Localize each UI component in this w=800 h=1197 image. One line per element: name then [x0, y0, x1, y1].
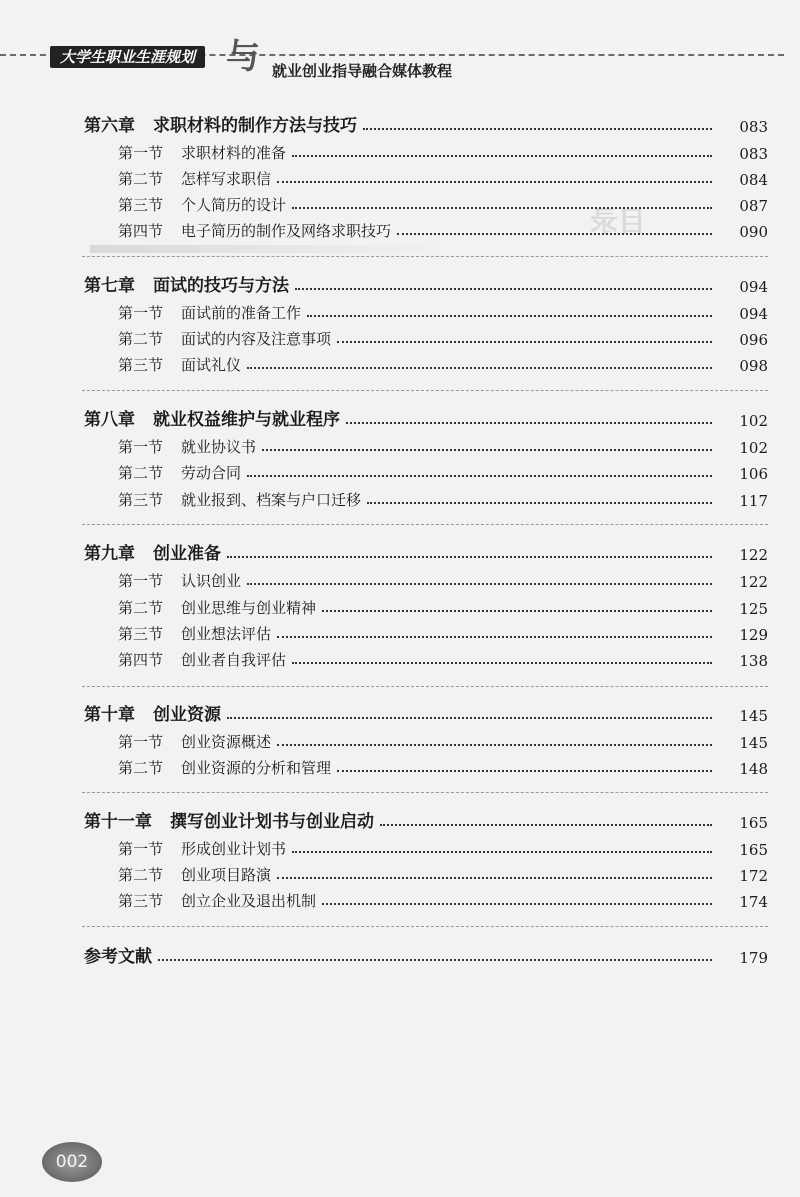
toc-chapter-row[interactable] — [84, 110, 768, 136]
toc-chapter-row[interactable] — [84, 941, 768, 967]
toc-label: 第七章 — [84, 276, 135, 296]
leader-dots — [292, 207, 712, 209]
leader-dots — [295, 288, 712, 290]
leader-dots — [277, 181, 712, 183]
toc-section-row[interactable] — [118, 885, 768, 911]
toc-page-number: 117 — [739, 492, 768, 510]
leader-dots — [247, 475, 712, 477]
toc-section-row[interactable] — [118, 457, 768, 483]
toc-label: 第一节 — [118, 304, 164, 322]
toc-chapter-row[interactable] — [84, 404, 768, 430]
toc-section-row[interactable] — [118, 618, 768, 644]
toc-page-number: 125 — [739, 600, 768, 618]
toc-label: 第二节 — [118, 330, 164, 348]
leader-dots — [158, 959, 712, 961]
toc-section-row[interactable] — [118, 297, 768, 323]
toc-label: 第二节 — [118, 170, 164, 188]
toc-page-number: 102 — [739, 412, 768, 430]
toc-title: 创业资源 — [153, 705, 221, 725]
toc-title: 求职材料的制作方法与技巧 — [153, 116, 357, 136]
toc-label: 第二节 — [118, 599, 164, 617]
toc-title: 创业资源概述 — [181, 733, 272, 751]
toc-label: 第三节 — [118, 625, 164, 643]
toc-label: 第三节 — [118, 491, 164, 509]
toc-section-row[interactable] — [118, 323, 768, 349]
toc-title: 电子简历的制作及网络求职技巧 — [181, 222, 392, 240]
toc-label: 第二节 — [118, 464, 164, 482]
toc-title: 形成创业计划书 — [181, 840, 287, 858]
toc-chapter-row[interactable] — [84, 270, 768, 296]
toc-page-number: 098 — [739, 357, 768, 375]
toc-page-number: 083 — [739, 145, 768, 163]
leader-dots — [337, 341, 712, 343]
toc-title: 创业准备 — [153, 544, 221, 564]
toc-label: 第十一章 — [84, 812, 152, 832]
toc-label: 第二节 — [118, 866, 164, 884]
toc-section-row[interactable] — [118, 859, 768, 885]
toc-title: 认识创业 — [181, 572, 242, 590]
toc-page-number: 165 — [739, 841, 768, 859]
toc-chapter-row[interactable] — [84, 538, 768, 564]
toc-page-number: 087 — [739, 197, 768, 215]
toc-label: 第九章 — [84, 544, 135, 564]
chapter-separator — [82, 926, 768, 927]
toc-chapter-row[interactable] — [84, 806, 768, 832]
leader-dots — [307, 315, 712, 317]
toc-title: 面试前的准备工作 — [181, 304, 302, 322]
leader-dots — [337, 770, 712, 772]
toc-page-number: 096 — [739, 331, 768, 349]
leader-dots — [380, 824, 712, 826]
leader-dots — [346, 422, 712, 424]
book-title: 就业创业指导融合媒体教程 — [272, 62, 453, 80]
toc-section-row[interactable] — [118, 752, 768, 778]
toc-label: 第一节 — [118, 438, 164, 456]
toc-page-number: 145 — [739, 707, 768, 725]
toc-title: 创业者自我评估 — [181, 651, 287, 669]
toc-label: 第一节 — [118, 144, 164, 162]
toc-page-number: 084 — [739, 171, 768, 189]
chapter-separator — [82, 524, 768, 525]
toc-label: 第一节 — [118, 733, 164, 751]
toc-title: 劳动合同 — [181, 464, 242, 482]
leader-dots — [247, 367, 712, 369]
toc-title: 创立企业及退出机制 — [181, 892, 317, 910]
toc-page-number: 148 — [739, 760, 768, 778]
leader-dots — [397, 233, 712, 235]
toc-label: 第三节 — [118, 356, 164, 374]
toc-title: 创业想法评估 — [181, 625, 272, 643]
toc-page-number: 179 — [739, 949, 768, 967]
toc-section-row[interactable] — [118, 726, 768, 752]
chapter-separator — [82, 256, 768, 257]
leader-dots — [367, 502, 712, 504]
toc-title: 撰写创业计划书与创业启动 — [170, 812, 374, 832]
leader-dots — [277, 636, 712, 638]
toc-section-row[interactable] — [118, 833, 768, 859]
toc-title: 创业思维与创业精神 — [181, 599, 317, 617]
toc-label: 第三节 — [118, 892, 164, 910]
chapter-separator — [82, 792, 768, 793]
bleed-through-heading: 目录 — [590, 205, 647, 238]
chapter-separator — [82, 686, 768, 687]
leader-dots — [247, 583, 712, 585]
toc-section-row[interactable] — [118, 431, 768, 457]
toc-page-number: 122 — [739, 573, 768, 591]
toc-page-number: 094 — [739, 305, 768, 323]
toc-section-row[interactable] — [118, 215, 768, 241]
toc-page-number: 129 — [739, 626, 768, 644]
toc-section-row[interactable] — [118, 349, 768, 375]
leader-dots — [227, 717, 712, 719]
toc-section-row[interactable] — [118, 163, 768, 189]
toc-label: 第十章 — [84, 705, 135, 725]
toc-label: 第四节 — [118, 222, 164, 240]
toc-title: 面试的内容及注意事项 — [181, 330, 332, 348]
toc-title: 就业权益维护与就业程序 — [153, 410, 340, 430]
toc-page-number: 145 — [739, 734, 768, 752]
toc-chapter-row[interactable] — [84, 699, 768, 725]
toc-page-number: 174 — [739, 893, 768, 911]
toc-title: 求职材料的准备 — [181, 144, 287, 162]
toc-section-row[interactable] — [118, 137, 768, 163]
toc-page-number: 102 — [739, 439, 768, 457]
toc-page-number: 122 — [739, 546, 768, 564]
toc-page-number: 172 — [739, 867, 768, 885]
toc-section-row[interactable] — [118, 484, 768, 510]
toc-title: 个人简历的设计 — [181, 196, 287, 214]
toc-label: 第四节 — [118, 651, 164, 669]
toc-title: 创业资源的分析和管理 — [181, 759, 332, 777]
page-number-badge: 002 — [42, 1142, 102, 1182]
chapter-separator — [82, 390, 768, 391]
toc-title: 怎样写求职信 — [181, 170, 272, 188]
leader-dots — [277, 744, 712, 746]
toc-section-row[interactable] — [118, 565, 768, 591]
leader-dots — [277, 877, 712, 879]
toc-title: 面试的技巧与方法 — [153, 276, 289, 296]
toc-label: 第二节 — [118, 759, 164, 777]
toc-label: 第六章 — [84, 116, 135, 136]
leader-dots — [322, 903, 712, 905]
toc-label: 第一节 — [118, 840, 164, 858]
toc-label: 参考文献 — [84, 947, 152, 967]
toc-page-number: 083 — [739, 118, 768, 136]
toc-page-number: 094 — [739, 278, 768, 296]
toc-section-row[interactable] — [118, 592, 768, 618]
connector-glyph: 与 — [226, 37, 260, 77]
leader-dots — [363, 128, 712, 130]
toc-title: 面试礼仪 — [181, 356, 242, 374]
toc-title: 创业项目路演 — [181, 866, 272, 884]
toc-label: 第一节 — [118, 572, 164, 590]
toc-section-row[interactable] — [118, 644, 768, 670]
series-title: 大学生职业生涯规划 — [50, 46, 205, 68]
toc-page-number: 106 — [739, 465, 768, 483]
toc-label: 第三节 — [118, 196, 164, 214]
toc-title: 就业报到、档案与户口迁移 — [181, 491, 362, 509]
toc-section-row[interactable] — [118, 189, 768, 215]
toc-page-number: 138 — [739, 652, 768, 670]
leader-dots — [227, 556, 712, 558]
toc-page-number: 165 — [739, 814, 768, 832]
leader-dots — [322, 610, 712, 612]
leader-dots — [292, 155, 712, 157]
toc-label: 第八章 — [84, 410, 135, 430]
toc-page-number: 090 — [739, 223, 768, 241]
toc-title: 就业协议书 — [181, 438, 257, 456]
leader-dots — [292, 662, 712, 664]
leader-dots — [292, 851, 712, 853]
leader-dots — [262, 449, 712, 451]
